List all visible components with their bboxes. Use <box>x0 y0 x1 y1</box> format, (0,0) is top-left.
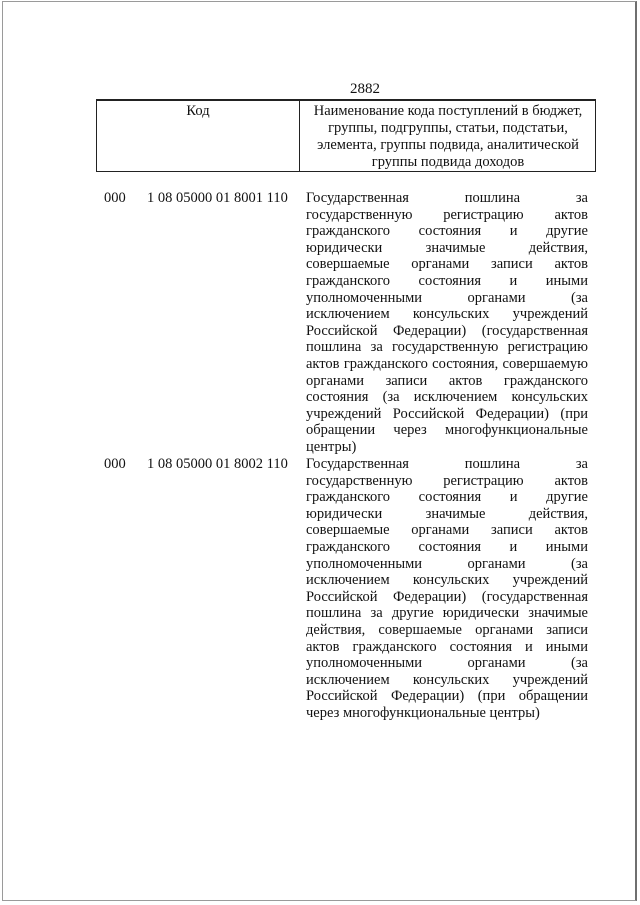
table-header <box>96 99 596 172</box>
header-code-label: Код <box>186 103 210 119</box>
row-budget-code: 1 08 05000 01 8001 110 <box>147 190 288 206</box>
row-admin-code: 000 <box>104 190 126 206</box>
row-admin-code: 000 <box>104 456 126 472</box>
row-description: Государственная пошлина за государственную регистрацию актов гражданского состояния и другие юридически значимые действия, совершаемые органами записи актов гражданского состояния и иными уполномоченными органами (за исключением консульских учреждений Российской Федерации) (государственная пошлина за другие юридически значимые действия, совершаемые органами записи актов гражданского состояния и иными уполномоченными органами (за исключением консульских учреждений Российской Федерации) (при обращении через многофункциональные центры) <box>306 456 588 721</box>
row-description: Государственная пошлина за государственную регистрацию актов гражданского состояния и другие юридически значимые действия, совершаемые органами записи актов гражданского состояния и иными уполномоченными органами (за исключением консульских учреждений Российской Федерации) (государственная пошлина за государственную регистрацию актов гражданского состояния, совершаемую органами записи актов гражданского состояния (за исключением консульских учреждений Российской Федерации) (при обращении через многофункциональные центры) <box>306 190 588 455</box>
header-name-label: Наименование кода поступлений в бюджет, группы, подгруппы, статьи, подстатьи, элемента, группы подвида, аналитической группы подвида доходов <box>313 103 583 170</box>
header-column-divider <box>299 101 300 171</box>
page-number: 2882 <box>350 81 380 97</box>
row-budget-code: 1 08 05000 01 8002 110 <box>147 456 288 472</box>
